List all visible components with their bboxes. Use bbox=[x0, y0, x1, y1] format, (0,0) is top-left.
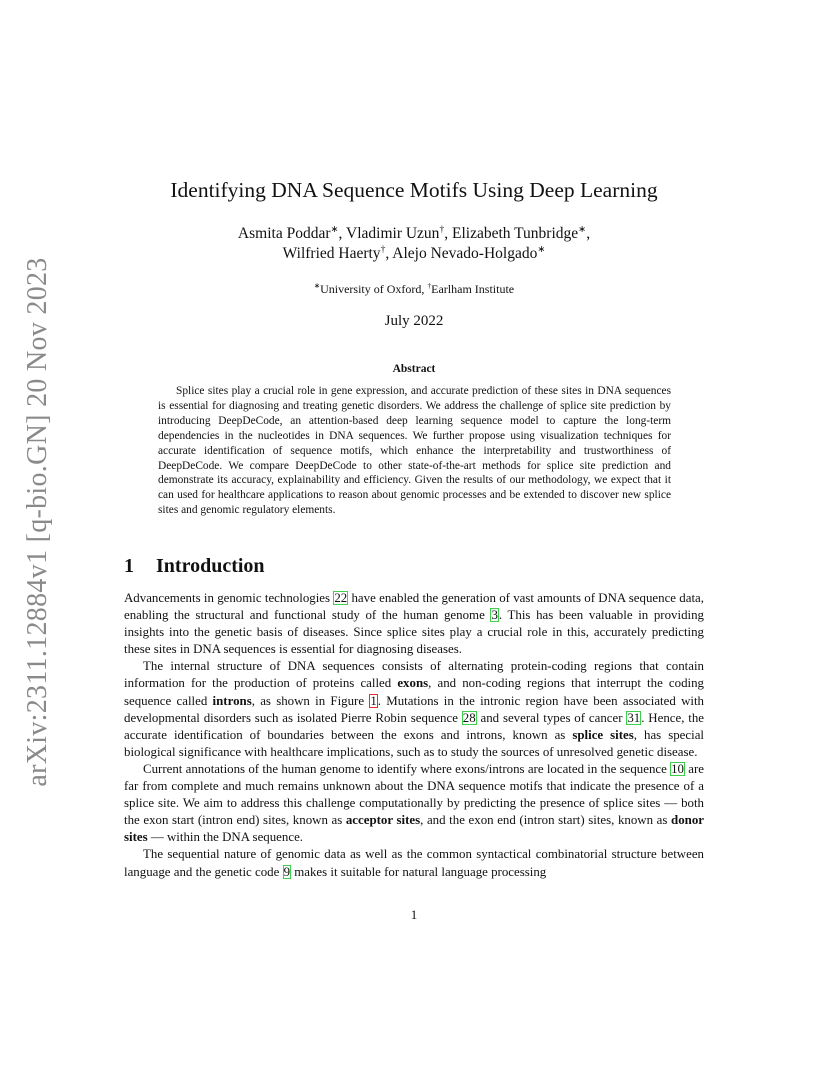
author-entry: Asmita Poddar∗, bbox=[237, 223, 347, 242]
text-run: , as shown in Figure bbox=[251, 693, 370, 708]
section-number: 1 bbox=[124, 555, 134, 577]
text-run: , and the exon end (intron start) sites, known as bbox=[420, 813, 672, 828]
citation-link[interactable]: 3 bbox=[491, 608, 498, 623]
bold-term: acceptor sites bbox=[345, 813, 421, 828]
text-run: are far from complete and much remains unknown about the DNA sequence motifs that indicate the presence of a splice site. We aim to address this challenge computationally by predicting the presence of splice sites — both the exon start (intron end) sites, known as bbox=[124, 761, 704, 828]
text-run: and several types of cancer bbox=[476, 710, 627, 725]
text-run: , and non-coding regions that interrupt the coding sequence called bbox=[124, 676, 704, 708]
bold-term: introns bbox=[212, 693, 252, 708]
paragraph bbox=[124, 761, 704, 846]
paragraph bbox=[124, 658, 704, 761]
introduction-body bbox=[124, 590, 704, 881]
text-run: Advancements in genomic technologies bbox=[124, 591, 334, 605]
citation-link[interactable]: 22 bbox=[334, 591, 348, 605]
text-run: have enabled the generation of vast amounts of DNA sequence data, enabling the structural and functional study of the human genome bbox=[124, 591, 704, 623]
author-entry: Elizabeth Tunbridge∗, bbox=[451, 223, 591, 242]
section-title: Introduction bbox=[156, 555, 265, 577]
bold-term: splice sites bbox=[572, 727, 634, 742]
abstract-heading: Abstract bbox=[392, 363, 436, 375]
author-entry: Wilfried Haerty†, bbox=[282, 243, 393, 262]
author-list bbox=[124, 224, 704, 264]
citation-link[interactable]: 28 bbox=[462, 710, 476, 725]
bold-term: donor sites bbox=[124, 813, 704, 845]
affiliation-entry: †Earlham Institute bbox=[427, 281, 515, 296]
text-run: The sequential nature of genomic data as well as the common syntactical combinatorial structure between language and the genetic code bbox=[124, 847, 704, 879]
bold-term: exons bbox=[397, 676, 429, 691]
text-run: The internal structure of DNA sequences consists of alternating protein-coding regions that contain information for the production of proteins called bbox=[124, 659, 704, 691]
author-line-2 bbox=[124, 244, 704, 264]
affiliations bbox=[124, 282, 704, 297]
text-run: . Hence, the accurate identification of boundaries between the exons and introns, known as bbox=[124, 710, 705, 742]
arxiv-identifier-stamp: arXiv:2311.12884v1 [q-bio.GN] 20 Nov 2023 bbox=[22, 257, 53, 787]
citation-link[interactable]: 9 bbox=[283, 864, 291, 879]
paragraph bbox=[124, 590, 704, 658]
figure-reference-link[interactable]: 1 bbox=[370, 693, 377, 708]
publication-date: July 2022 bbox=[384, 313, 444, 329]
text-run: , has special biological significance with healthcare implications, such as to study the sources of unresolved genetic disease. bbox=[124, 727, 705, 759]
author-entry: Vladimir Uzun†, bbox=[346, 223, 452, 242]
author-line-1 bbox=[124, 224, 704, 244]
text-run: — within the DNA sequence. bbox=[147, 830, 304, 845]
affiliation-entry: ∗University of Oxford, bbox=[313, 281, 428, 296]
author-entry: Alejo Nevado-Holgado∗ bbox=[392, 243, 546, 262]
citation-link[interactable]: 31 bbox=[627, 710, 641, 725]
text-run: . This has been valuable in providing insights into the genetic basis of diseases. Since splice sites play a crucial role in this, accurately predicting these sites in DNA sequences is essential for diagnosing diseases. bbox=[124, 608, 704, 657]
text-run: . Mutations in the intronic region have been associated with developmental disorders such as isolated Pierre Robin sequence bbox=[124, 693, 704, 725]
abstract-text: Splice sites play a crucial role in gene expression, and accurate prediction of these sites in DNA sequences is essential for diagnosing and treating genetic disorders. We address the challenge of splice site prediction by introducing DeepDeCode, an attention-based deep learning sequence model to capture the long-term dependencies in the nucleotides in DNA sequences. We further propose using visualization techniques for accurate identification of sequence motifs, which enhance the interpretability and trustworthiness of DeepDeCode. We compare DeepDeCode to other state-of-the-art methods for splice site prediction and demonstrate its accuracy, explainability and efficiency. Given the results of our methodology, we expect that it can used for healthcare applications to reason about genomic processes and be extended to discover new splice sites and genomic regulatory elements. bbox=[158, 385, 671, 517]
text-run: Current annotations of the human genome to identify where exons/introns are located in the sequence bbox=[143, 761, 671, 776]
section-heading bbox=[124, 555, 265, 578]
paper-title: Identifying DNA Sequence Motifs Using Deep Learning bbox=[170, 178, 658, 202]
citation-link[interactable]: 10 bbox=[671, 761, 684, 776]
page-number: 1 bbox=[410, 907, 418, 922]
text-run: makes it suitable for natural language processing bbox=[291, 864, 547, 879]
paragraph bbox=[124, 846, 704, 880]
